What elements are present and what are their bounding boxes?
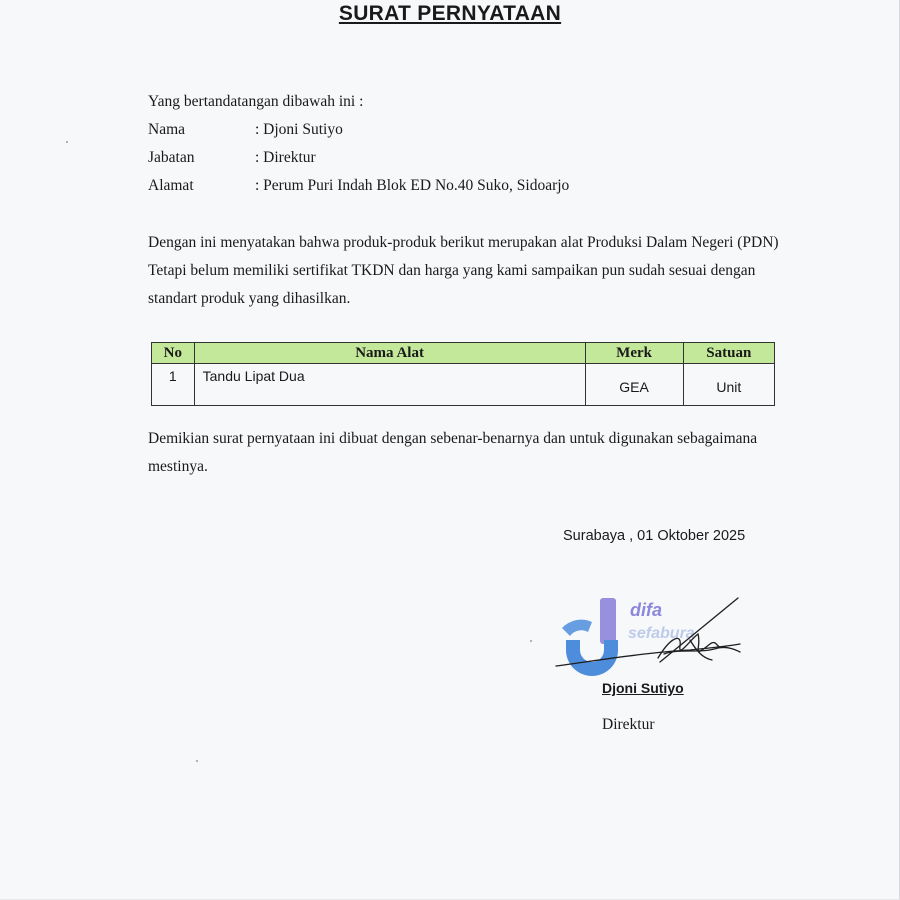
field-value-jabatan: : Direktur (255, 149, 316, 166)
scan-speck (530, 640, 532, 642)
product-table (151, 342, 775, 406)
field-label-jabatan: Jabatan (148, 149, 195, 166)
table-row (152, 364, 775, 406)
scan-speck (66, 141, 68, 143)
field-value-alamat: : Perum Puri Indah Blok ED No.40 Suko, Sidoarjo (255, 177, 570, 194)
field-label-alamat: Alamat (148, 177, 194, 194)
place-date: Surabaya , 01 Oktober 2025 (563, 528, 746, 544)
svg-text:difa: difa (630, 600, 663, 620)
header-merk: Merk (585, 343, 683, 364)
table-header-row (152, 343, 775, 364)
statement-paragraph: Dengan ini menyatakan bahwa produk-produk berikut merupakan alat Produksi Dalam Negeri (PDN) Tetapi belum memiliki sertifikat TKDN dan harga yang kami sampaikan pun sudah sesuai dengan standart produk yang dihasilkan. (148, 234, 779, 307)
scan-speck (196, 760, 198, 762)
signer-name: Djoni Sutiyo (602, 680, 684, 696)
cell-nama-alat: Tandu Lipat Dua (194, 364, 585, 406)
field-value-nama: : Djoni Sutiyo (255, 121, 343, 138)
field-label-nama: Nama (148, 121, 186, 138)
company-stamp-signature (540, 588, 760, 688)
svg-text:sefabura: sefabura (628, 625, 695, 642)
intro-text: Yang bertandatangan dibawah ini : (148, 93, 364, 110)
header-nama-alat: Nama Alat (194, 343, 585, 364)
document-title: SURAT PERNYATAAN (338, 2, 562, 25)
signer-position: Direktur (602, 716, 655, 733)
closing-paragraph: Demikian surat pernyataan ini dibuat dengan sebenar-benarnya dan untuk digunakan sebagaimana mestinya. (148, 430, 758, 475)
cell-satuan: Unit (683, 364, 774, 406)
cell-no: 1 (152, 364, 195, 406)
header-satuan: Satuan (683, 343, 774, 364)
cell-merk: GEA (585, 364, 683, 406)
header-no: No (152, 343, 195, 364)
